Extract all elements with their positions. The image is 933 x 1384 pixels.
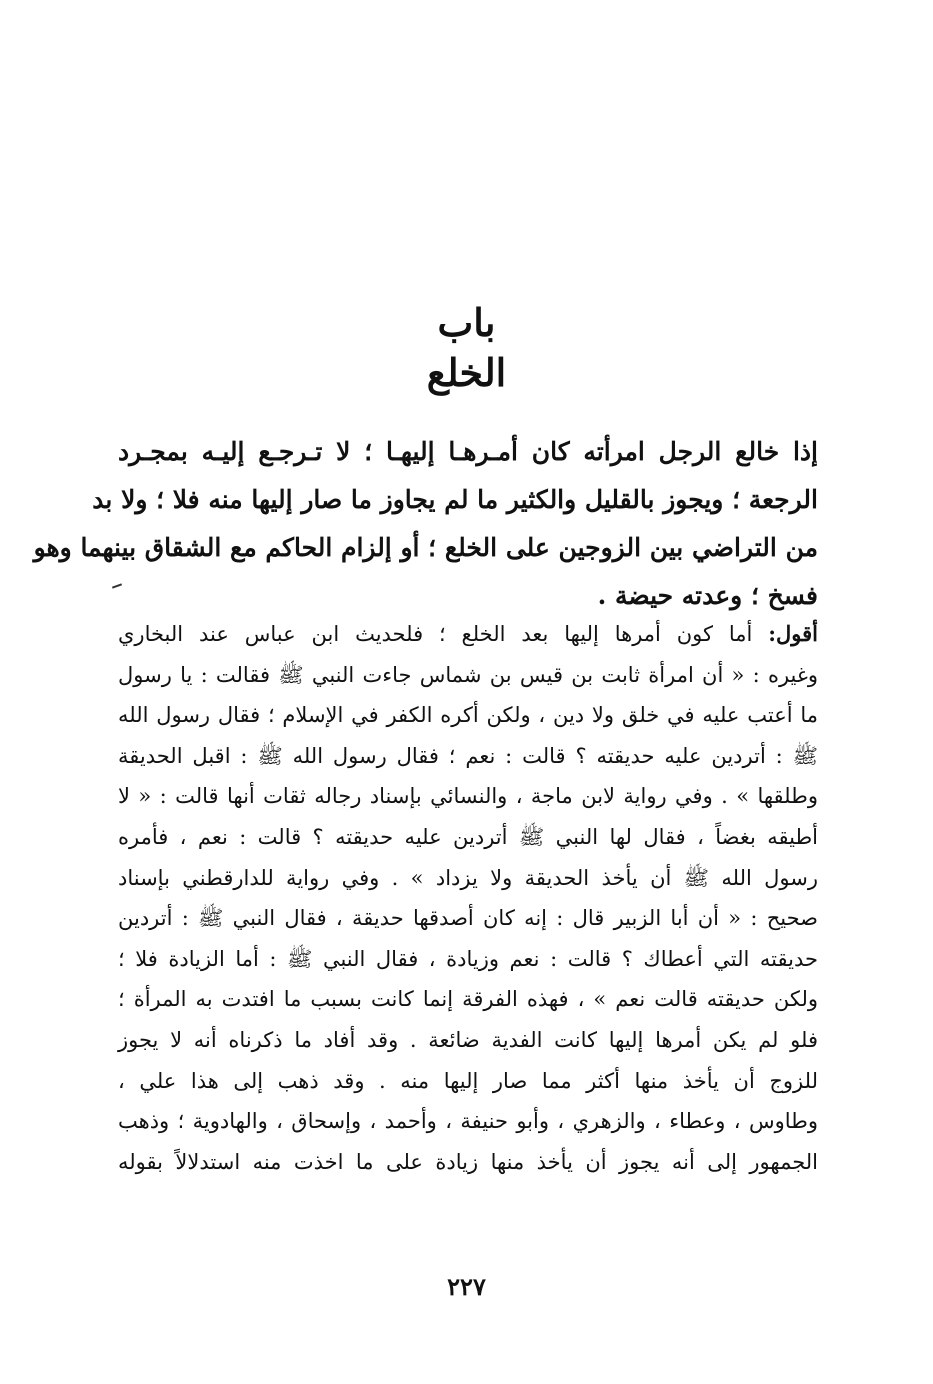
commentary-line: ولكن حديقته قالت نعم » ، فهذه الفرقة إنما كانت بسبب ما افتدت به المرأة ؛ xyxy=(118,987,818,1012)
page-number: ٢٢٧ xyxy=(447,1272,486,1301)
commentary-line: وطلقها » . وفي رواية لابن ماجة ، والنسائي بإسناد رجاله ثقات أنها قالت : « لا xyxy=(118,784,818,809)
chapter-word: باب xyxy=(437,300,496,345)
commentary-line: الجمهور إلى أنه يجوز أن يأخذ منها زيادة على ما اخذت منه استدلالاً بقوله xyxy=(118,1149,818,1174)
main-text-line: من التراضي بين الزوجين على الخلع ؛ أو إلزام الحاكم مع الشقاق بينهما وهو xyxy=(33,533,818,562)
chapter-heading xyxy=(0,298,933,398)
commentary-first-line-text: أما كون أمرها إليها بعد الخلع ؛ فلحديث ابن عباس عند البخاري xyxy=(118,622,769,646)
commentary-line: حديقته التي أعطاك ؟ قالت : نعم وزيادة ، فقال النبي ﷺ : أما الزيادة فلا ؛ xyxy=(118,946,818,971)
commentary-label: أقول: xyxy=(768,621,818,646)
main-text-line: إذا خالع الرجل امرأته كان أمـرهـا إليهـا ؛ لا تـرجـع إليـه بمجـرد xyxy=(118,437,818,466)
commentary-line: ﷺ : أتردين عليه حديقته ؟ قالت : نعم ؛ فقال رسول الله ﷺ : اقبل الحديقة xyxy=(118,743,818,768)
main-text-line: فسخ ؛ وعدته حيضة . xyxy=(597,581,818,610)
commentary-line: رسول الله ﷺ أن يأخذ الحديقة ولا يزداد » . وفي رواية للدارقطني بإسناد xyxy=(118,865,818,890)
commentary-block xyxy=(118,614,818,1182)
commentary-line: للزوج أن يأخذ منها أكثر مما صار إليها منه . وقد ذهب إلى هذا علي ، xyxy=(118,1068,818,1093)
commentary-line: ما أعتب عليه في خلق ولا دين ، ولكن أكره الكفر في الإسلام ؛ فقال رسول الله xyxy=(118,703,818,728)
main-text-block xyxy=(33,428,818,620)
commentary-line: وغيره : « أن امرأة ثابت بن قيس بن شماس جاءت النبي ﷺ فقالت : يا رسول xyxy=(118,662,818,687)
commentary-line: وطاوس ، وعطاء ، والزهري ، وأبو حنيفة ، وأحمد ، وإسحاق ، والهادوية ؛ وذهب xyxy=(118,1109,818,1134)
commentary-line: أطيقه بغضاً ، فقال لها النبي ﷺ أتردين عليه حديقته ؟ قالت : نعم ، فأمره xyxy=(118,824,818,849)
commentary-line: فلو لم يكن أمرها إليها كانت الفدية ضائعة . وقد أفاد ما ذكرناه أنه لا يجوز xyxy=(118,1027,818,1052)
commentary-line: صحيح : « أن أبا الزبير قال : إنه كان أصدقها حديقة ، فقال النبي ﷺ : أتردين xyxy=(118,906,818,931)
commentary-first-line xyxy=(118,614,818,655)
chapter-title: الخلع xyxy=(426,350,507,395)
main-text-line: الرجعة ؛ ويجوز بالقليل والكثير ما لم يجاوز ما صار إليها منه فلا ؛ ولا بد xyxy=(92,485,818,514)
